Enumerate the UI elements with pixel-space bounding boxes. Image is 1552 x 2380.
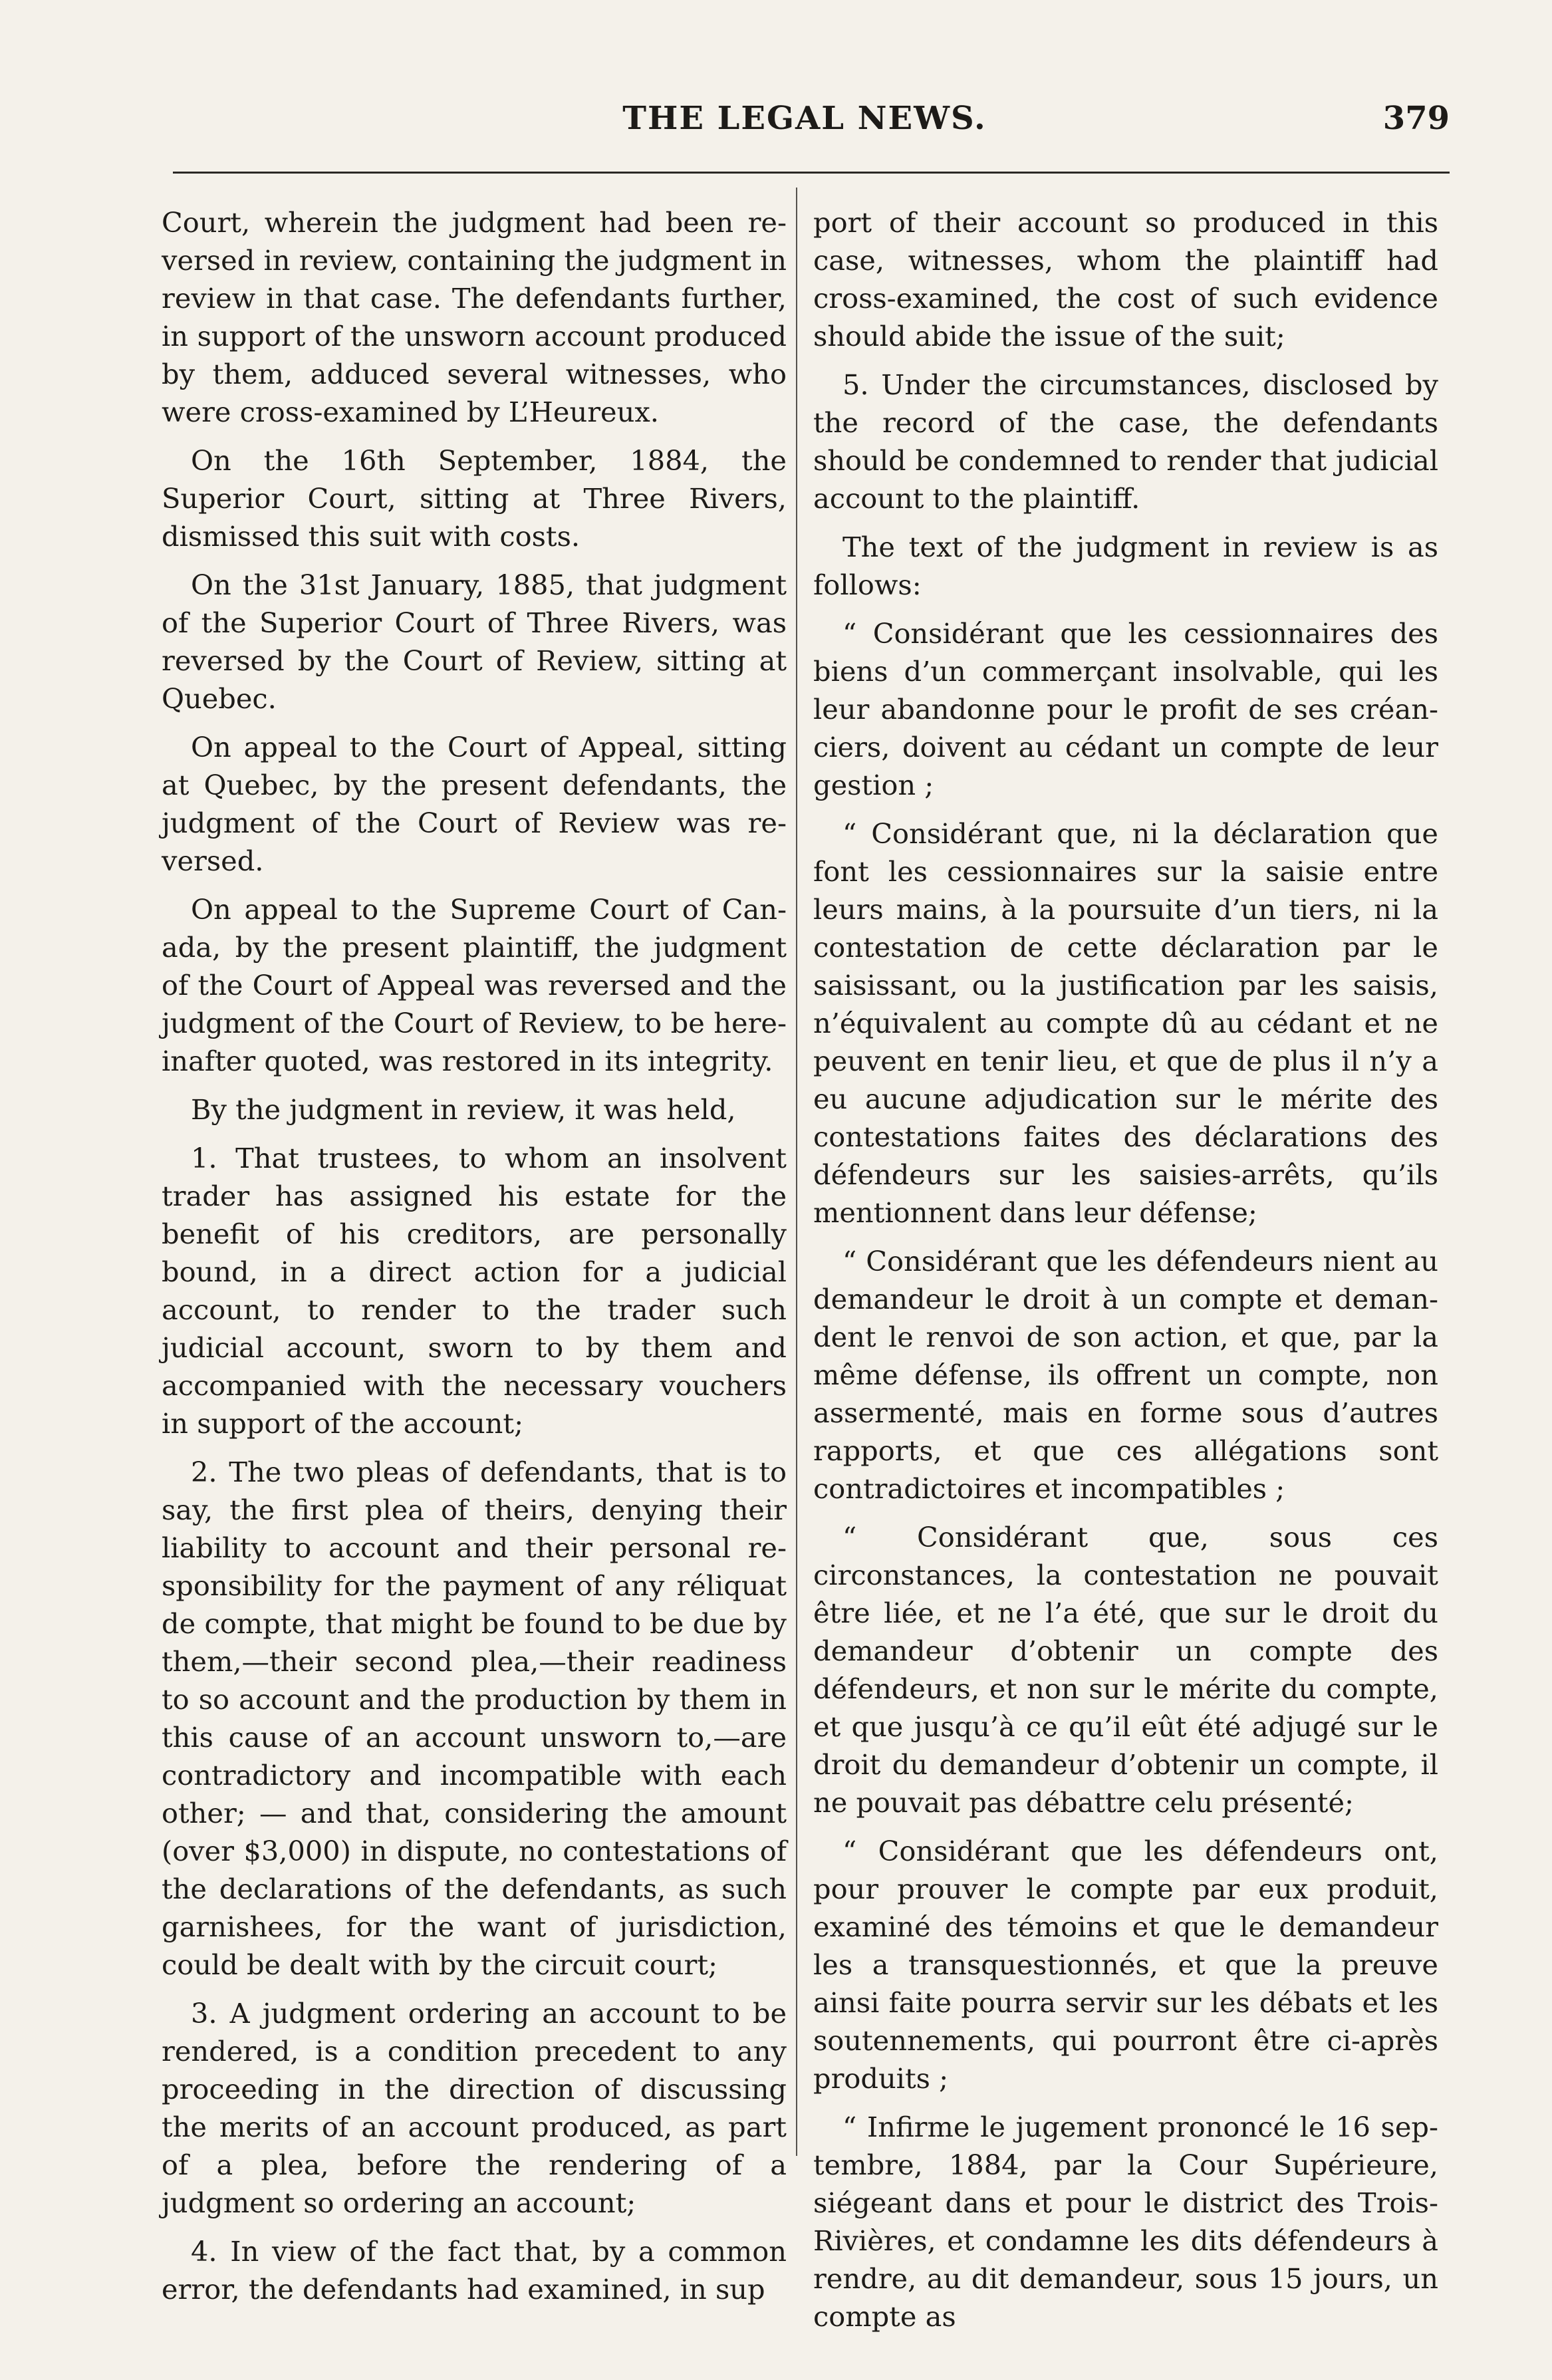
paragraph: 1. That trustees, to whom an insolvent trader has assigned his estate for the benefit of his creditors, are personally bound, in a direct action for a judicial account, to render to the trader such judicial account, sworn to by them and accompanied with the necessary vouchers in support of the account; — [162, 1142, 787, 1440]
left-column — [162, 203, 787, 2319]
paragraph: port of their account so produced in this case, witnesses, whom the plaintiff had cross-examined, the cost of such evidence should abide the issue of the suit; — [813, 206, 1438, 352]
paragraph: Court, wherein the judgment had been reversed in review, containing the judgment in review in that case. The defendants further, in support of the unsworn account produced by them, adduced several witnesses, who were cross-examined by L’Heureux. — [162, 206, 787, 428]
paragraph: “ Considérant que les défendeurs nient au demandeur le droit à un compte et demandent le renvoi de son action, et que, par la même défense, ils offrent un compte, non assermenté, mais en forme sous d’autres rapports, et que ces allégations sont contradictoires et incompatibles ; — [813, 1245, 1438, 1505]
paragraph: By the judgment in review, it was held, — [191, 1093, 736, 1126]
paragraph: “ Infirme le jugement prononcé le 16 septembre, 1884, par la Cour Supérieure, siégeant dans et pour le district des Trois-Rivières, et condamne les dits défendeurs à rendre, au dit demandeur, sous 15 jours, un compte as — [813, 2111, 1438, 2333]
paragraph: “ Considérant que les défendeurs ont, pour prouver le compte par eux produit, examiné des témoins et que le demandeur les a transquestionnés, et que la preuve ainsi faite pourra servir sur les débats et les soutennements, qui pourront être ci-après produits ; — [813, 1835, 1438, 2095]
paragraph: “ Considérant que les cessionnaires des biens d’un commerçant insolvable, qui les leur abandonne pour le profit de ses créanciers, doivent au cédant un compte de leur gestion ; — [813, 617, 1438, 801]
header-rule — [173, 172, 1450, 174]
paragraph: On appeal to the Supreme Court of Canada, by the present plaintiff, the judgment of the Court of Appeal was reversed and the judgment of the Court of Review, to be hereinafter quoted, was restored in its integrity. — [162, 893, 787, 1077]
paragraph: 4. In view of the fact that, by a common error, the defendants had examined, in sup — [162, 2235, 787, 2306]
paragraph: On appeal to the Court of Appeal, sitting at Quebec, by the present defendants, the judgment of the Court of Review was reversed. — [162, 731, 787, 877]
paragraph: 2. The two pleas of defendants, that is to say, the first plea of theirs, denying their liability to account and their personal responsibility for the payment of any réliquat de compte, that might be found to be due by them,—their second plea,—their readiness to so account and the production by them in this cause of an account unsworn to,—are contradictory and incompatible with each other; — and that, considering the amount (over $3,000) in dispute, no contestations of the declarations of the defendants, as such garnishees, for the want of jurisdiction, could be dealt with by the circuit court; — [162, 1456, 787, 1981]
paragraph: “ Considérant que, sous ces circonstances, la contestation ne pouvait être liée, et ne l’a été, que sur le droit du demandeur d’obtenir un compte des défendeurs, et non sur le mérite du compte, et que jusqu’à ce qu’il eût été adjugé sur le droit du demandeur d’obtenir un compte, il ne pouvait pas débattre celu présenté; — [813, 1521, 1438, 1819]
right-column — [813, 203, 1438, 2346]
paragraph: 5. Under the circumstances, disclosed by the record of the case, the defendants should be condemned to render that judicial account to the plaintiff. — [813, 368, 1438, 515]
paragraph: On the 16th September, 1884, the Superior Court, sitting at Three Rivers, dismissed this suit with costs. — [162, 444, 787, 553]
page-header — [160, 100, 1450, 146]
running-head: THE LEGAL NEWS. — [622, 100, 987, 137]
paragraph: The text of the judgment in review is as follows: — [813, 531, 1438, 601]
paragraph: “ Considérant que, ni la déclaration que font les cessionnaires sur la saisie entre leurs mains, à la poursuite d’un tiers, ni la contestation de cette déclaration par le saisissant, ou la justification par les saisis, n’équivalent au compte dû au cédant et ne peuvent en tenir lieu, et que de plus il n’y a eu aucune adjudication sur le mérite des contestations faites des déclarations des défendeurs sur les saisies-arrêts, qu’ils mentionnent dans leur défense; — [813, 817, 1438, 1229]
paragraph: On the 31st January, 1885, that judgment of the Superior Court of Three Rivers, was reversed by the Court of Review, sitting at Quebec. — [162, 569, 787, 715]
column-divider — [796, 188, 797, 2156]
paragraph: 3. A judgment ordering an account to be rendered, is a condition precedent to any proceeding in the direction of discussing the merits of an account produced, as part of a plea, before the rendering of a judgment so ordering an account; — [162, 1997, 787, 2219]
page-number: 379 — [1382, 100, 1450, 137]
